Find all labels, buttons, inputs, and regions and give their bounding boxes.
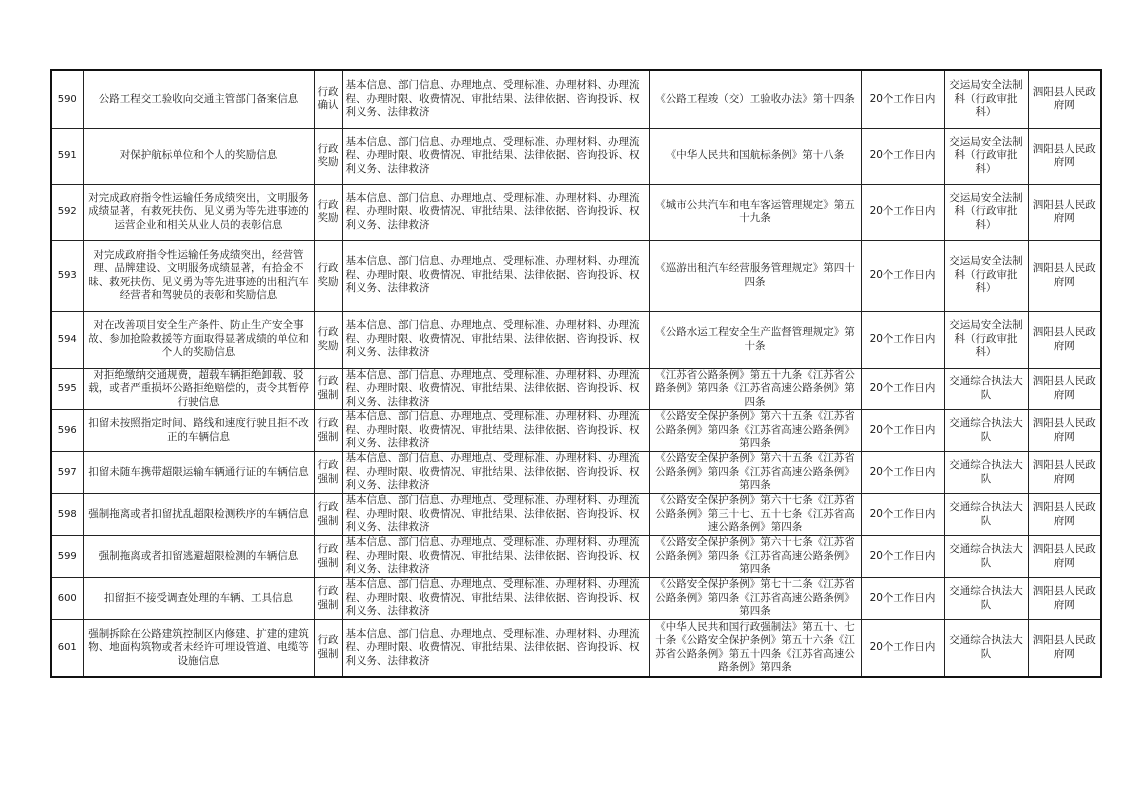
- item-name: 对在改善项目安全生产条件、防止生产安全事故、参加抢险救援等方面取得显著成绩的单位和个人的奖励信息: [83, 311, 314, 368]
- time-limit: 20个工作日内: [861, 311, 944, 368]
- row-number: 598: [51, 494, 83, 536]
- time-limit: 20个工作日内: [861, 452, 944, 494]
- table-body: [51, 70, 1101, 677]
- disclosure-content: 基本信息、部门信息、办理地点、受理标准、办理材料、办理流程、办理时限、收费情况、审批结果、法律依据、咨询投诉、权利义务、法律救济: [342, 410, 649, 452]
- table-row: [51, 311, 1101, 368]
- item-name: 对保护航标单位和个人的奖励信息: [83, 128, 314, 184]
- item-name: 对完成政府指令性运输任务成绩突出，经营管理、品牌建设、文明服务成绩显著，有拾金不昧、救死扶伤、见义勇为等先进事迹的出租汽车经营者和驾驶员的表彰和奖励信息: [83, 240, 314, 311]
- table-row: [51, 368, 1101, 410]
- table-row: [51, 184, 1101, 240]
- responsible-department: 交通综合执法大队: [944, 494, 1028, 536]
- responsible-department: 交运局安全法制科（行政审批科）: [944, 240, 1028, 311]
- responsible-department: 交运局安全法制科（行政审批科）: [944, 311, 1028, 368]
- row-number: 595: [51, 368, 83, 410]
- legal-basis: 《公路工程竣（交）工验收办法》第十四条: [649, 70, 861, 128]
- item-name: 强制拖离或者扣留逃避超限检测的车辆信息: [83, 536, 314, 578]
- legal-basis: 《公路安全保护条例》第六十七条《江苏省公路条例》第四条《江苏省高速公路条例》第四条: [649, 536, 861, 578]
- row-number: 601: [51, 620, 83, 677]
- disclosure-content: 基本信息、部门信息、办理地点、受理标准、办理材料、办理流程、办理时限、收费情况、审批结果、法律依据、咨询投诉、权利义务、法律救济: [342, 536, 649, 578]
- responsible-department: 交通综合执法大队: [944, 578, 1028, 620]
- publication-channel: 泗阳县人民政府网: [1028, 410, 1101, 452]
- legal-basis: 《公路安全保护条例》第六十五条《江苏省公路条例》第四条《江苏省高速公路条例》第四条: [649, 410, 861, 452]
- item-type: 行政强制: [314, 536, 342, 578]
- item-type: 行政强制: [314, 578, 342, 620]
- table-row: [51, 494, 1101, 536]
- row-number: 596: [51, 410, 83, 452]
- responsible-department: 交运局安全法制科（行政审批科）: [944, 184, 1028, 240]
- row-number: 594: [51, 311, 83, 368]
- row-number: 599: [51, 536, 83, 578]
- responsible-department: 交通综合执法大队: [944, 452, 1028, 494]
- item-name: 公路工程交工验收向交通主管部门备案信息: [83, 70, 314, 128]
- responsible-department: 交通综合执法大队: [944, 536, 1028, 578]
- publication-channel: 泗阳县人民政府网: [1028, 578, 1101, 620]
- disclosure-content: 基本信息、部门信息、办理地点、受理标准、办理材料、办理流程、办理时限、收费情况、审批结果、法律依据、咨询投诉、权利义务、法律救济: [342, 184, 649, 240]
- row-number: 590: [51, 70, 83, 128]
- publication-channel: 泗阳县人民政府网: [1028, 184, 1101, 240]
- disclosure-content: 基本信息、部门信息、办理地点、受理标准、办理材料、办理流程、办理时限、收费情况、审批结果、法律依据、咨询投诉、权利义务、法律救济: [342, 240, 649, 311]
- legal-basis: 《江苏省公路条例》第五十九条《江苏省公路条例》第四条《江苏省高速公路条例》第四条: [649, 368, 861, 410]
- item-type: 行政奖励: [314, 184, 342, 240]
- time-limit: 20个工作日内: [861, 536, 944, 578]
- table-row: [51, 410, 1101, 452]
- item-name: 对完成政府指令性运输任务成绩突出，文明服务成绩显著，有救死扶伤、见义勇为等先进事迹的运营企业和相关从业人员的表彰信息: [83, 184, 314, 240]
- item-type: 行政强制: [314, 410, 342, 452]
- legal-basis: 《公路安全保护条例》第六十五条《江苏省公路条例》第四条《江苏省高速公路条例》第四条: [649, 452, 861, 494]
- item-name: 对拒绝缴纳交通规费，超载车辆拒绝卸载、驳载，或者严重损坏公路拒绝赔偿的，责令其暂停行驶信息: [83, 368, 314, 410]
- time-limit: 20个工作日内: [861, 128, 944, 184]
- table-row: [51, 70, 1101, 128]
- disclosure-content: 基本信息、部门信息、办理地点、受理标准、办理材料、办理流程、办理时限、收费情况、审批结果、法律依据、咨询投诉、权利义务、法律救济: [342, 128, 649, 184]
- item-type: 行政强制: [314, 494, 342, 536]
- item-type: 行政强制: [314, 452, 342, 494]
- item-type: 行政强制: [314, 368, 342, 410]
- legal-basis: 《中华人民共和国航标条例》第十八条: [649, 128, 861, 184]
- item-type: 行政奖励: [314, 128, 342, 184]
- publication-channel: 泗阳县人民政府网: [1028, 368, 1101, 410]
- publication-channel: 泗阳县人民政府网: [1028, 128, 1101, 184]
- responsible-department: 交运局安全法制科（行政审批科）: [944, 128, 1028, 184]
- disclosure-content: 基本信息、部门信息、办理地点、受理标准、办理材料、办理流程、办理时限、收费情况、审批结果、法律依据、咨询投诉、权利义务、法律救济: [342, 494, 649, 536]
- item-type: 行政奖励: [314, 311, 342, 368]
- item-name: 强制拆除在公路建筑控制区内修建、扩建的建筑物、地面构筑物或者未经许可埋设管道、电缆等设施信息: [83, 620, 314, 677]
- table-row: [51, 240, 1101, 311]
- time-limit: 20个工作日内: [861, 368, 944, 410]
- legal-basis: 《中华人民共和国行政强制法》第五十、七十条《公路安全保护条例》第五十六条《江苏省公路条例》第五十四条《江苏省高速公路条例》第四条: [649, 620, 861, 677]
- responsible-department: 交通综合执法大队: [944, 368, 1028, 410]
- item-name: 强制拖离或者扣留扰乱超限检测秩序的车辆信息: [83, 494, 314, 536]
- table-row: [51, 620, 1101, 677]
- row-number: 600: [51, 578, 83, 620]
- item-type: 行政强制: [314, 620, 342, 677]
- row-number: 592: [51, 184, 83, 240]
- row-number: 593: [51, 240, 83, 311]
- item-type: 行政奖励: [314, 240, 342, 311]
- responsible-department: 交运局安全法制科（行政审批科）: [944, 70, 1028, 128]
- legal-basis: 《公路安全保护条例》第六十七条《江苏省公路条例》第三十七、五十七条《江苏省高速公路条例》第四条: [649, 494, 861, 536]
- responsible-department: 交通综合执法大队: [944, 620, 1028, 677]
- time-limit: 20个工作日内: [861, 410, 944, 452]
- item-name: 扣留拒不接受调查处理的车辆、工具信息: [83, 578, 314, 620]
- table-row: [51, 536, 1101, 578]
- time-limit: 20个工作日内: [861, 184, 944, 240]
- disclosure-content: 基本信息、部门信息、办理地点、受理标准、办理材料、办理流程、办理时限、收费情况、审批结果、法律依据、咨询投诉、权利义务、法律救济: [342, 70, 649, 128]
- responsible-department: 交通综合执法大队: [944, 410, 1028, 452]
- table-row: [51, 452, 1101, 494]
- publication-channel: 泗阳县人民政府网: [1028, 620, 1101, 677]
- publication-channel: 泗阳县人民政府网: [1028, 311, 1101, 368]
- disclosure-table: [50, 69, 1102, 678]
- legal-basis: 《城市公共汽车和电车客运管理规定》第五十九条: [649, 184, 861, 240]
- legal-basis: 《公路安全保护条例》第七十二条《江苏省公路条例》第四条《江苏省高速公路条例》第四条: [649, 578, 861, 620]
- table-row: [51, 578, 1101, 620]
- publication-channel: 泗阳县人民政府网: [1028, 536, 1101, 578]
- publication-channel: 泗阳县人民政府网: [1028, 70, 1101, 128]
- legal-basis: 《巡游出租汽车经营服务管理规定》第四十四条: [649, 240, 861, 311]
- disclosure-content: 基本信息、部门信息、办理地点、受理标准、办理材料、办理流程、办理时限、收费情况、审批结果、法律依据、咨询投诉、权利义务、法律救济: [342, 452, 649, 494]
- row-number: 591: [51, 128, 83, 184]
- disclosure-content: 基本信息、部门信息、办理地点、受理标准、办理材料、办理流程、办理时限、收费情况、审批结果、法律依据、咨询投诉、权利义务、法律救济: [342, 368, 649, 410]
- time-limit: 20个工作日内: [861, 578, 944, 620]
- disclosure-content: 基本信息、部门信息、办理地点、受理标准、办理材料、办理流程、办理时限、收费情况、审批结果、法律依据、咨询投诉、权利义务、法律救济: [342, 311, 649, 368]
- item-name: 扣留未随车携带超限运输车辆通行证的车辆信息: [83, 452, 314, 494]
- item-type: 行政确认: [314, 70, 342, 128]
- disclosure-content: 基本信息、部门信息、办理地点、受理标准、办理材料、办理流程、办理时限、收费情况、审批结果、法律依据、咨询投诉、权利义务、法律救济: [342, 620, 649, 677]
- time-limit: 20个工作日内: [861, 240, 944, 311]
- publication-channel: 泗阳县人民政府网: [1028, 494, 1101, 536]
- time-limit: 20个工作日内: [861, 620, 944, 677]
- row-number: 597: [51, 452, 83, 494]
- legal-basis: 《公路水运工程安全生产监督管理规定》第十条: [649, 311, 861, 368]
- time-limit: 20个工作日内: [861, 494, 944, 536]
- publication-channel: 泗阳县人民政府网: [1028, 452, 1101, 494]
- table-row: [51, 128, 1101, 184]
- item-name: 扣留未按照指定时间、路线和速度行驶且拒不改正的车辆信息: [83, 410, 314, 452]
- time-limit: 20个工作日内: [861, 70, 944, 128]
- publication-channel: 泗阳县人民政府网: [1028, 240, 1101, 311]
- disclosure-content: 基本信息、部门信息、办理地点、受理标准、办理材料、办理流程、办理时限、收费情况、审批结果、法律依据、咨询投诉、权利义务、法律救济: [342, 578, 649, 620]
